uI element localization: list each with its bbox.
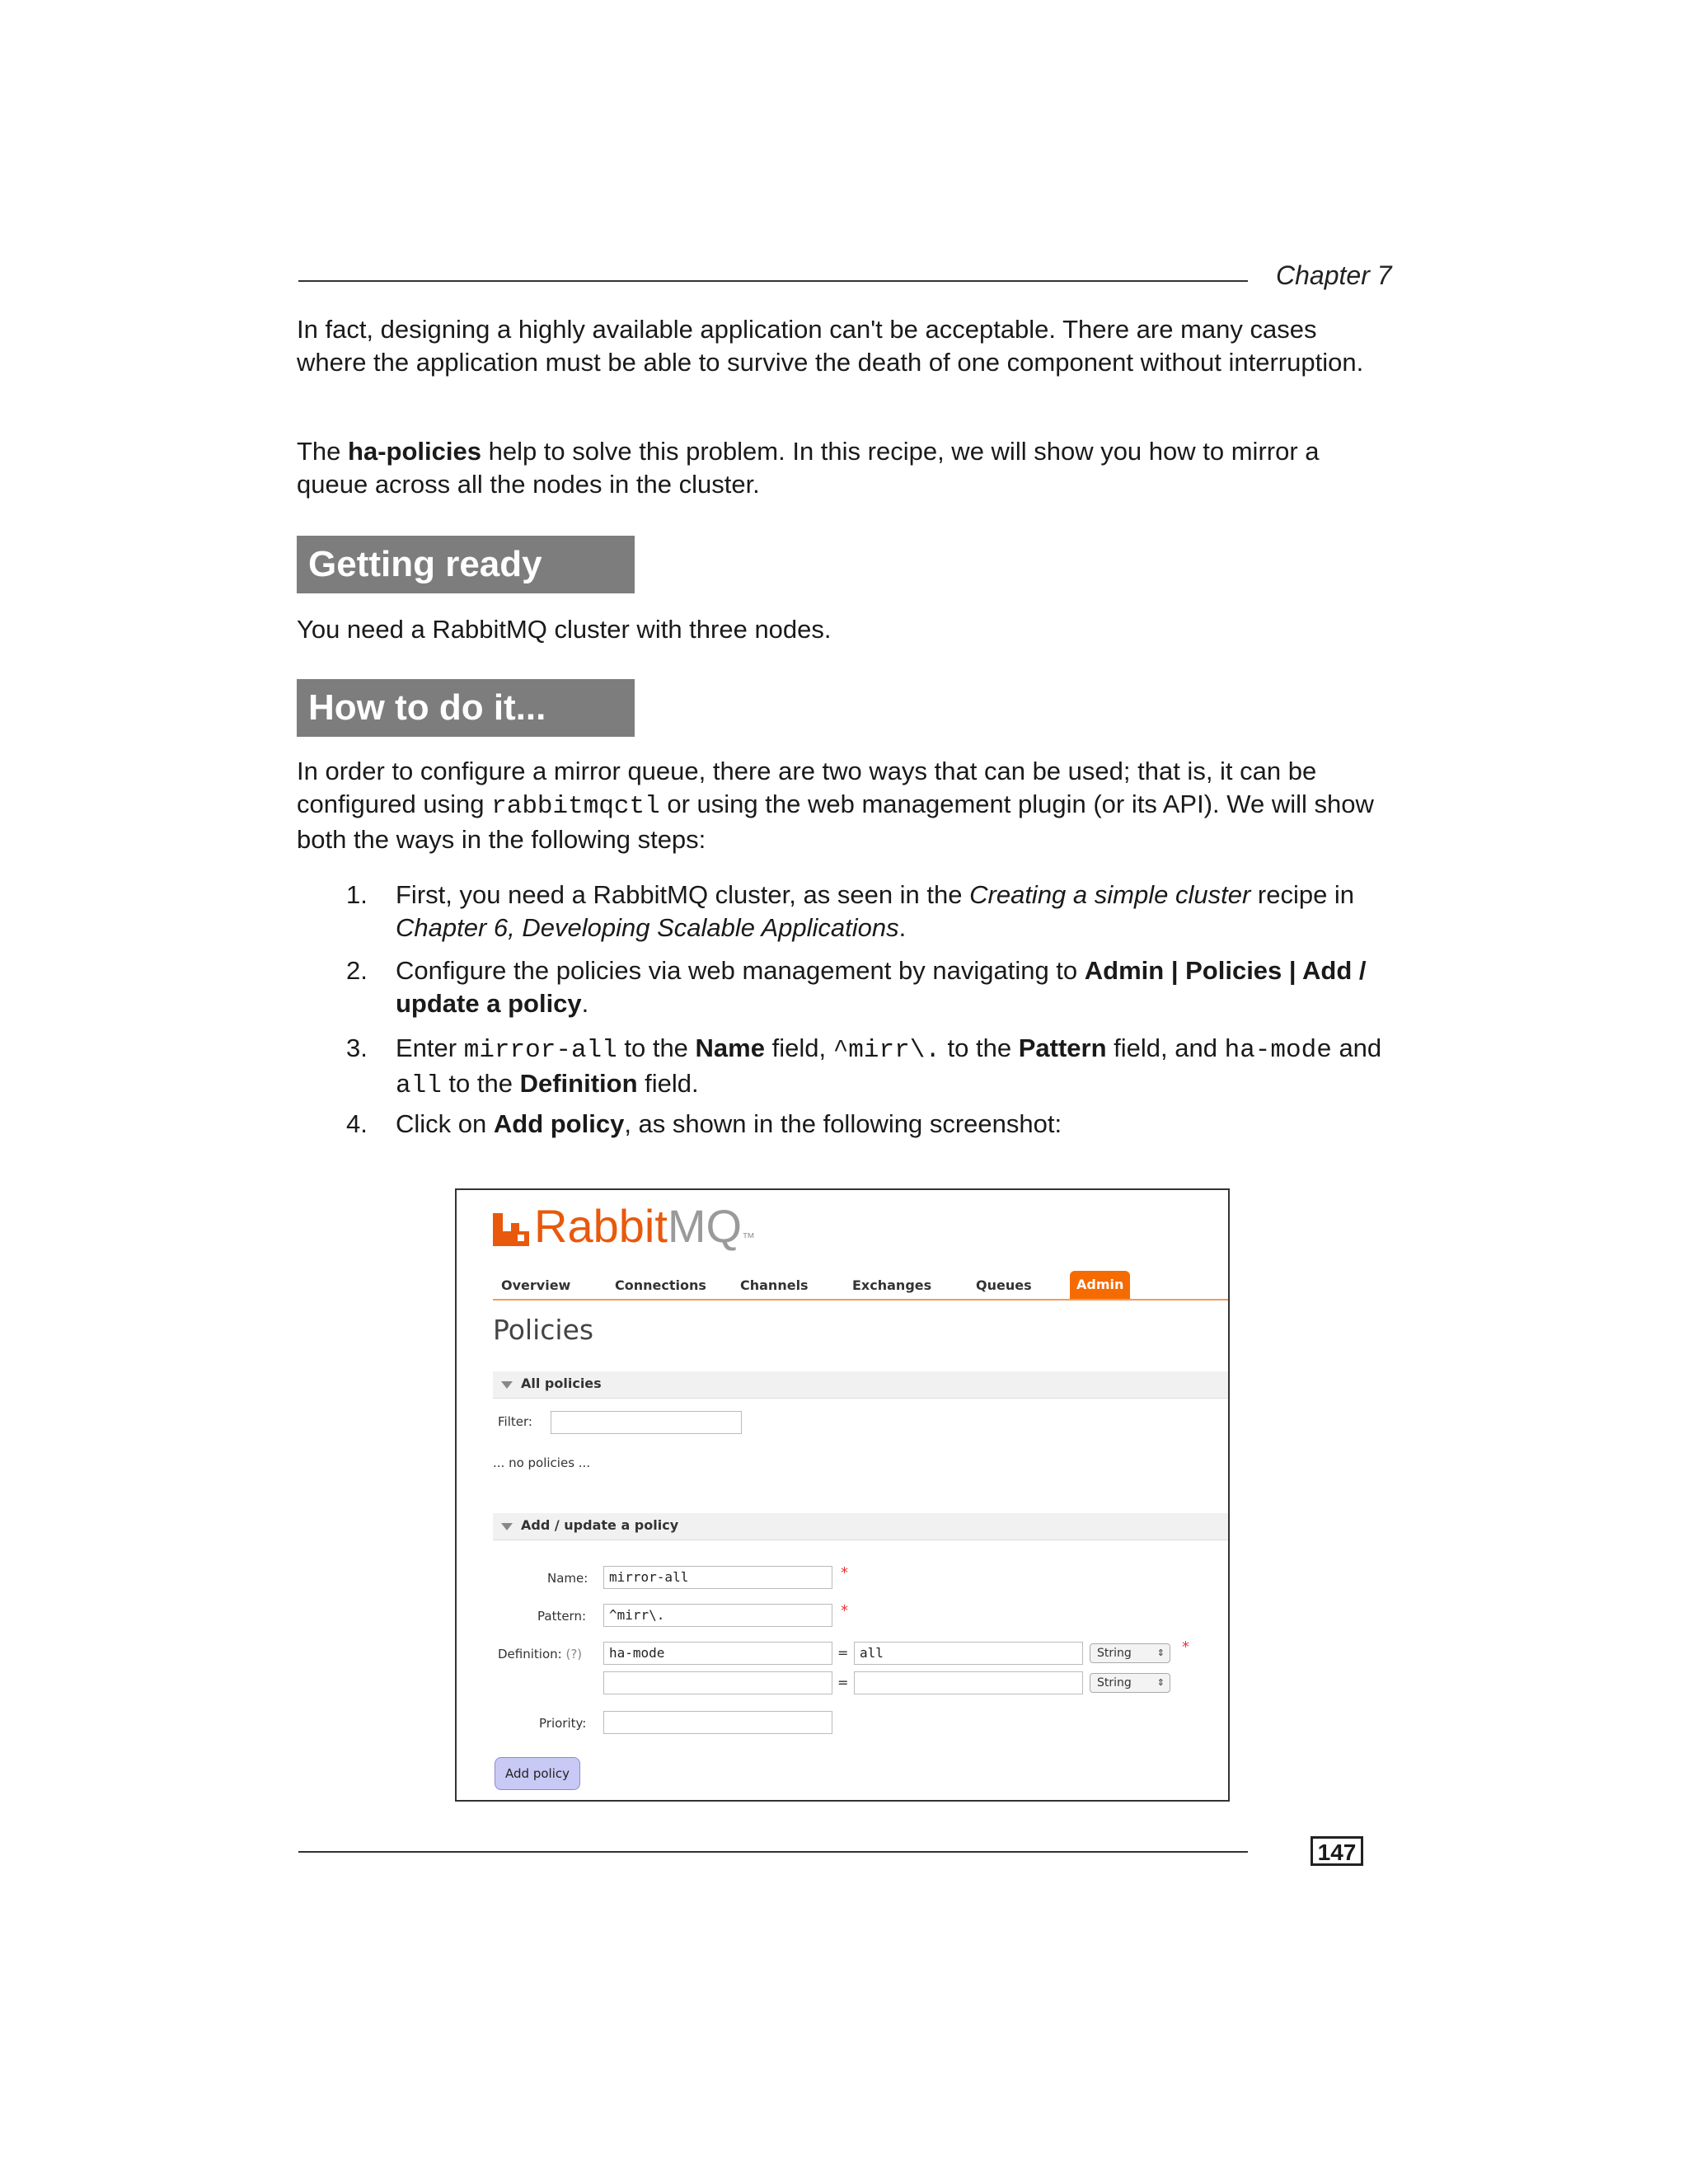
paragraph-ha-policies: The ha-policies help to solve this problem. In this recipe, we will show you how to mirror a queue across all the nodes in the cluster. — [297, 437, 1320, 499]
no-policies-text: ... no policies ... — [493, 1455, 591, 1470]
definition-label: Definition: (?) — [498, 1647, 583, 1661]
tab-connections[interactable]: Connections — [615, 1277, 706, 1293]
section-heading-getting-ready: Getting ready — [297, 536, 635, 593]
definition-value-input[interactable]: all — [854, 1642, 1083, 1665]
select-arrows-icon: ⇕ — [1156, 1677, 1165, 1688]
priority-label: Priority: — [539, 1716, 587, 1731]
required-mark: * — [841, 1564, 848, 1582]
tab-exchanges[interactable]: Exchanges — [852, 1277, 932, 1293]
required-mark: * — [841, 1602, 848, 1619]
rabbitmq-logo-icon — [493, 1213, 529, 1246]
main-nav — [493, 1271, 1230, 1301]
definition-type-select-2[interactable]: String ⇕ — [1090, 1673, 1170, 1693]
chapter-label: Chapter 7 — [1276, 260, 1392, 290]
filter-label: Filter: — [498, 1414, 532, 1429]
paragraph-intro: In fact, designing a highly available application can't be acceptable. There are many cases where the application must be able to survive the death of one component without interruption. — [297, 315, 1364, 377]
page-title: Policies — [493, 1314, 594, 1346]
definition-help-link[interactable]: (?) — [565, 1647, 583, 1661]
definition-type-select[interactable]: String ⇕ — [1090, 1643, 1170, 1663]
required-mark: * — [1182, 1638, 1189, 1656]
footer-rule — [298, 1851, 1248, 1853]
book-page: Chapter 7 In fact, designing a highly available application can't be acceptable. There are many cases where the application must be able to survive the death of one component without interruption. The ha-policies help to solve this problem. In this recipe, we will show you how to mirror a queue across all the nodes in the cluster. Getting ready You need a RabbitMQ cluster with three nodes. How to do it... In order to configure a mirror queue, there are two ways that can be used; that is, it can be configured using rabbitmqctl or using the web management plugin (or its API). We will show both the ways in the following steps: 1. First, you need a RabbitMQ cluster, as seen in the Creating a simple cluster recipe in Chapter 6, Developing Scalable Applications. 2. Configure the policies via web management by navigating to Admin | Policies | Add / update a policy. 3. Enter mirror-all to the Name field, ^mirr\. to the Pattern field, and ha-mode and all to the Definition field. 4. Click on Add policy, as shown in the following screenshot: RabbitMQ™ Overview Connections Channels Exchanges Queues Admin Policies All policies Filter: ... no policies ... Add / update a policy Name: mirror-all * Pattern: ^mirr\. * Definition: (?) ha-mode = all String ⇕ * = String ⇕ Priority: Add policy 147 — [297, 260, 1392, 1865]
tab-channels[interactable]: Channels — [740, 1277, 809, 1293]
priority-input[interactable] — [603, 1711, 832, 1734]
section-heading-how-to: How to do it... — [297, 679, 635, 737]
select-arrows-icon: ⇕ — [1156, 1647, 1165, 1658]
tab-queues[interactable]: Queues — [976, 1277, 1032, 1293]
tab-overview[interactable]: Overview — [501, 1277, 571, 1293]
name-label: Name: — [547, 1571, 588, 1586]
filter-input[interactable] — [551, 1411, 742, 1434]
definition-key-input-2[interactable] — [603, 1671, 832, 1694]
collapse-triangle-icon — [501, 1523, 513, 1530]
rabbitmq-screenshot: RabbitMQ™ Overview Connections Channels Exchanges Queues Admin Policies All policies Filter: ... no policies ... Add / update a policy Name: mirror-all * Pattern: ^mirr\. * Definition: (?) ha-mode = all String ⇕ * = String ⇕ Priority: Add policy — [455, 1188, 1230, 1802]
all-policies-header[interactable]: All policies — [493, 1371, 1230, 1399]
definition-value-input-2[interactable] — [854, 1671, 1083, 1694]
header-rule — [298, 280, 1248, 282]
equals-sign: = — [837, 1675, 849, 1690]
page-number: 147 — [1311, 1836, 1363, 1866]
add-policy-button[interactable]: Add policy — [495, 1757, 580, 1790]
definition-key-input[interactable]: ha-mode — [603, 1642, 832, 1665]
pattern-input[interactable]: ^mirr\. — [603, 1604, 832, 1627]
paragraph-how-to: In order to configure a mirror queue, there are two ways that can be used; that is, it can be configured using rabbitmqctl or using the web management plugin (or its API). We will show both the ways in the following steps: — [297, 757, 1374, 854]
collapse-triangle-icon — [501, 1381, 513, 1389]
equals-sign: = — [837, 1645, 849, 1661]
paragraph-getting-ready: You need a RabbitMQ cluster with three nodes. — [297, 615, 832, 644]
pattern-label: Pattern: — [537, 1609, 587, 1624]
name-input[interactable]: mirror-all — [603, 1566, 832, 1589]
add-update-policy-header[interactable]: Add / update a policy — [493, 1513, 1230, 1540]
tab-admin[interactable]: Admin — [1070, 1271, 1130, 1299]
